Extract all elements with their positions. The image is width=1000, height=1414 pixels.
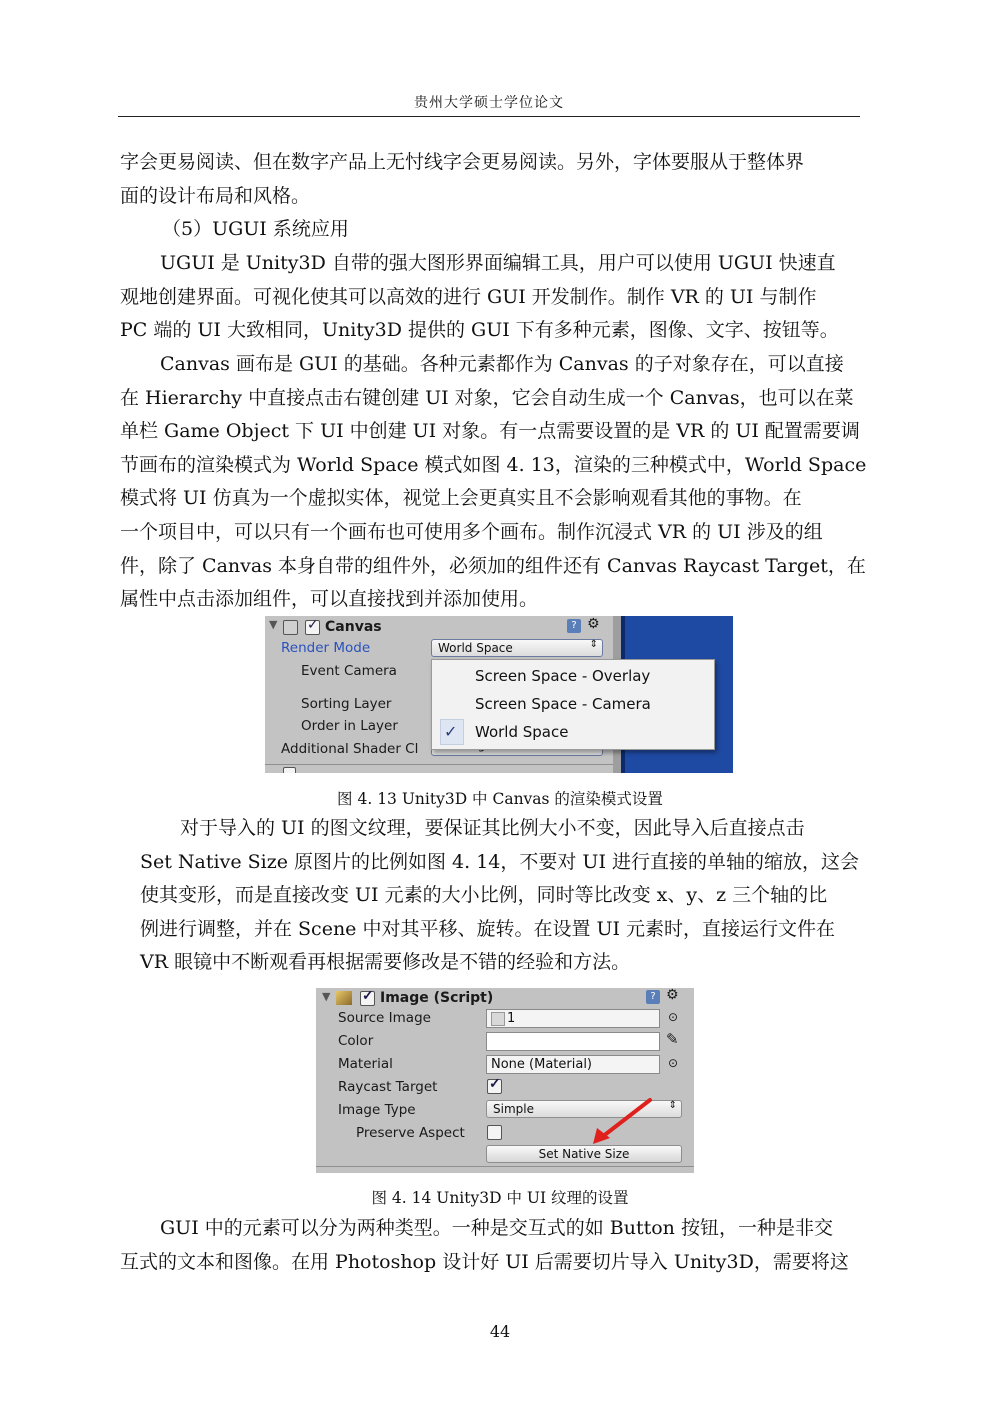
component-title: Canvas [325, 619, 382, 635]
image-type-label: Image Type [338, 1102, 416, 1118]
text-line: UGUI 是 Unity3D 自带的强大图形界面编辑工具，用户可以使用 UGUI 快速直 [160, 252, 836, 274]
dropdown-arrows-icon: ⇕ [668, 1100, 677, 1111]
event-camera-label: Event Camera [301, 663, 397, 679]
text-line: 对于导入的 UI 的图文纹理，要保证其比例大小不变，因此导入后直接点击 [180, 817, 805, 839]
text-line: 一个项目中，可以只有一个画布也可使用多个画布。制作沉浸式 VR 的 UI 涉及的组 [120, 520, 823, 543]
text-line: VR 眼镜中不断观看再根据需要修改是不错的经验和方法。 [140, 951, 631, 974]
text-line: Set Native Size 原图片的比例如图 4. 14，不要对 UI 进行直接的单轴的缩放，这会 [140, 850, 859, 873]
set-native-size-button[interactable]: Set Native Size [486, 1145, 682, 1163]
text-line: 例进行调整，并在 Scene 中对其平移、旋转。在设置 UI 元素时，直接运行文件在 [140, 917, 836, 940]
next-component-icon [283, 767, 296, 773]
text-line: 单栏 Game Object 下 UI 中创建 UI 对象。有一点需要设置的是 VR 的 UI 配置需要调 [120, 420, 860, 443]
foldout-arrow-icon[interactable]: ▼ [269, 618, 278, 631]
text-line: 观地创建界面。可视化使其可以高效的进行 GUI 开发制作。制作 VR 的 UI 与制作 [120, 285, 817, 308]
figure-image-inspector [316, 988, 694, 1173]
eyedropper-icon[interactable]: ✎ [666, 1030, 679, 1048]
figure-caption-4-14: 图 4. 14 Unity3D 中 UI 纹理的设置 [371, 1189, 629, 1207]
text-line: 在 Hierarchy 中直接点击右键创建 UI 对象，它会自动生成一个 Canvas，也可以在菜 [120, 386, 854, 409]
render-mode-label: Render Mode [281, 640, 371, 656]
render-mode-value: World Space [438, 641, 513, 655]
object-picker-icon[interactable]: ⊙ [668, 1056, 679, 1070]
additional-shader-label: Additional Shader Cl [281, 741, 419, 757]
render-mode-dropdown[interactable] [431, 639, 603, 657]
component-icon [283, 620, 298, 635]
running-header: 贵州大学硕士学位论文 [414, 95, 564, 111]
text-line: 面的设计布局和风格。 [120, 184, 311, 207]
text-line: PC 端的 UI 大致相同，Unity3D 提供的 GUI 下有多种元素，图像、文字、按钮等。 [120, 319, 839, 342]
option-world-space[interactable]: World Space [475, 723, 569, 741]
arrow-shaft [602, 1100, 650, 1137]
section-heading-ugui [162, 213, 890, 247]
text-line: 节画布的渲染模式为 World Space 模式如图 4. 13，渲染的三种模式中，World Space [120, 453, 867, 476]
color-label: Color [338, 1033, 374, 1049]
object-picker-icon[interactable]: ⊙ [668, 1010, 679, 1024]
source-image-value: 1 [507, 1011, 516, 1026]
text-line: 字会更易阅读、但在数字产品上无忖线字会更易阅读。另外，字体要服从于整体界 [120, 151, 805, 173]
render-mode-menu [431, 659, 715, 750]
component-title: Image (Script) [380, 990, 494, 1006]
gear-icon[interactable]: ⚙ [666, 988, 679, 1003]
paragraph-ugui [120, 247, 848, 348]
image-enabled-checkbox[interactable]: ✓ [362, 988, 374, 1004]
raycast-target-checkbox[interactable]: ✓ [489, 1076, 501, 1092]
raycast-target-label: Raycast Target [338, 1079, 438, 1095]
option-screen-space-camera[interactable]: Screen Space - Camera [475, 695, 651, 713]
page-number: 44 [489, 1322, 511, 1341]
material-value: None (Material) [491, 1057, 593, 1072]
divider [265, 764, 613, 765]
red-arrow-annotation [316, 988, 694, 1173]
text-line: 模式将 UI 仿真为一个虚拟实体，视觉上会更真实且不会影响观看其他的事物。在 [120, 487, 802, 510]
header-rule [118, 116, 860, 117]
figure-canvas-inspector [265, 616, 733, 773]
preserve-aspect-label: Preserve Aspect [356, 1125, 465, 1141]
option-screen-space-overlay[interactable]: Screen Space - Overlay [475, 667, 651, 685]
foldout-arrow-icon[interactable]: ▼ [322, 990, 331, 1003]
text-line: （5）UGUI 系统应用 [162, 218, 349, 240]
dropdown-arrows-icon: ⇕ [589, 639, 598, 650]
text-line: 属性中点击添加组件，可以直接找到并添加使用。 [120, 588, 539, 611]
order-in-layer-label: Order in Layer [301, 718, 398, 734]
gear-icon[interactable]: ⚙ [587, 616, 600, 632]
text-line: Canvas 画布是 GUI 的基础。各种元素都作为 Canvas 的子对象存在，可以直接 [160, 353, 844, 375]
check-mark-icon: ✓ [444, 722, 458, 741]
text-line: 互式的文本和图像。在用 Photoshop 设计好 UI 后需要切片导入 Unity3D，需要将这 [120, 1250, 849, 1273]
text-line: 使其变形，而是直接改变 UI 元素的大小比例，同时等比改变 x、y、z 三个轴的比 [140, 884, 828, 907]
sorting-layer-label: Sorting Layer [301, 696, 392, 712]
help-icon[interactable]: ? [646, 990, 660, 1004]
canvas-enabled-checkbox[interactable]: ✓ [307, 617, 319, 633]
text-line: GUI 中的元素可以分为两种类型。一种是交互式的如 Button 按钮，一种是非交 [160, 1217, 833, 1239]
help-icon[interactable]: ? [567, 619, 581, 633]
paragraph-native-size [140, 812, 859, 980]
image-type-value: Simple [493, 1102, 534, 1116]
paragraph-1 [120, 146, 848, 213]
paragraph-canvas [120, 348, 867, 617]
text-line: 件，除了 Canvas 本身自带的组件外，必须加的组件还有 Canvas Raycast Target，在 [120, 554, 866, 577]
figure-caption-4-13: 图 4. 13 Unity3D 中 Canvas 的渲染模式设置 [337, 790, 663, 808]
paragraph-gui-elements [120, 1212, 848, 1279]
source-image-label: Source Image [338, 1010, 431, 1026]
material-label: Material [338, 1056, 393, 1072]
